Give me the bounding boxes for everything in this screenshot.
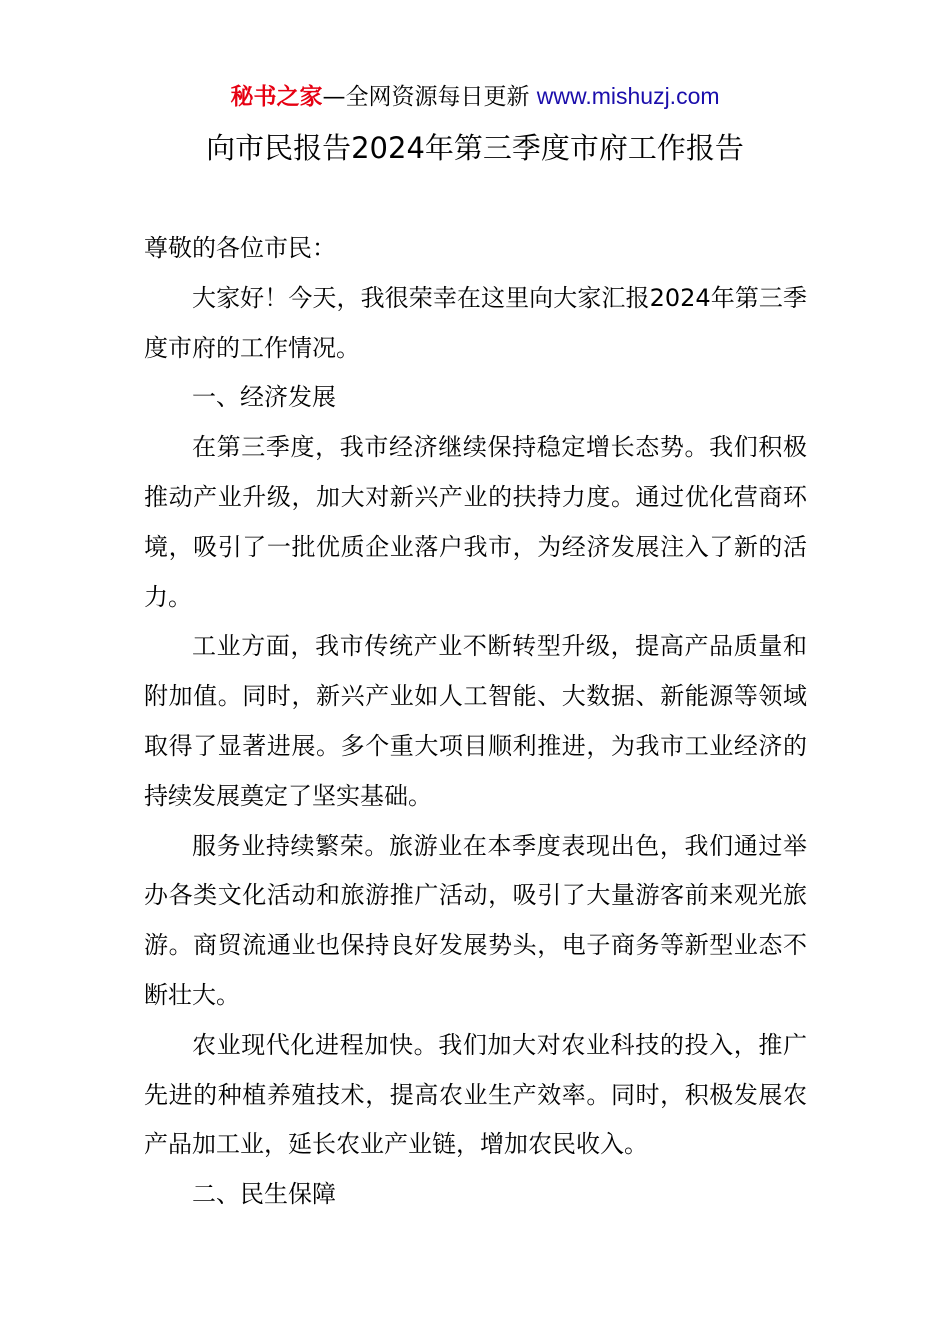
paragraph-agriculture: 农业现代化进程加快。我们加大对农业科技的投入，推广先进的种植养殖技术，提高农业生产效率。同时，积极发展农产品加工业，延长农业产业链，增加农民收入。 [144,1030,807,1159]
section-heading-livelihood: 二、民生保障 [192,1180,336,1209]
document-title: 向市民报告2024年第三季度市府工作报告 [206,131,744,165]
document-body [144,224,807,1220]
site-url-link[interactable]: www.mishuzj.com [536,83,720,109]
salutation: 尊敬的各位市民： [144,234,336,262]
paragraph-intro: 大家好！今天，我很荣幸在这里向大家汇报2024年第三季度市府的工作情况。 [144,283,807,362]
site-tagline: —全网资源每日更新 [322,84,530,110]
paragraph-services: 服务业持续繁荣。旅游业在本季度表现出色，我们通过举办各类文化活动和旅游推广活动，吸引了大量游客前来观光旅游。商贸流通业也保持良好发展势头，电子商务等新型业态不断壮大。 [144,831,807,1009]
site-brand: 秘书之家 [230,84,323,110]
section-heading-economy: 一、经济发展 [192,383,336,412]
paragraph-economy: 在第三季度，我市经济继续保持稳定增长态势。我们积极推动产业升级，加大对新兴产业的扶持力度。通过优化营商环境，吸引了一批优质企业落户我市，为经济发展注入了新的活力。 [144,433,807,611]
paragraph-industry: 工业方面，我市传统产业不断转型升级，提高产品质量和附加值。同时，新兴产业如人工智能、大数据、新能源等领域取得了显著进展。多个重大项目顺利推进，为我市工业经济的持续发展奠定了坚实基础。 [144,632,807,810]
site-header [0,80,950,113]
